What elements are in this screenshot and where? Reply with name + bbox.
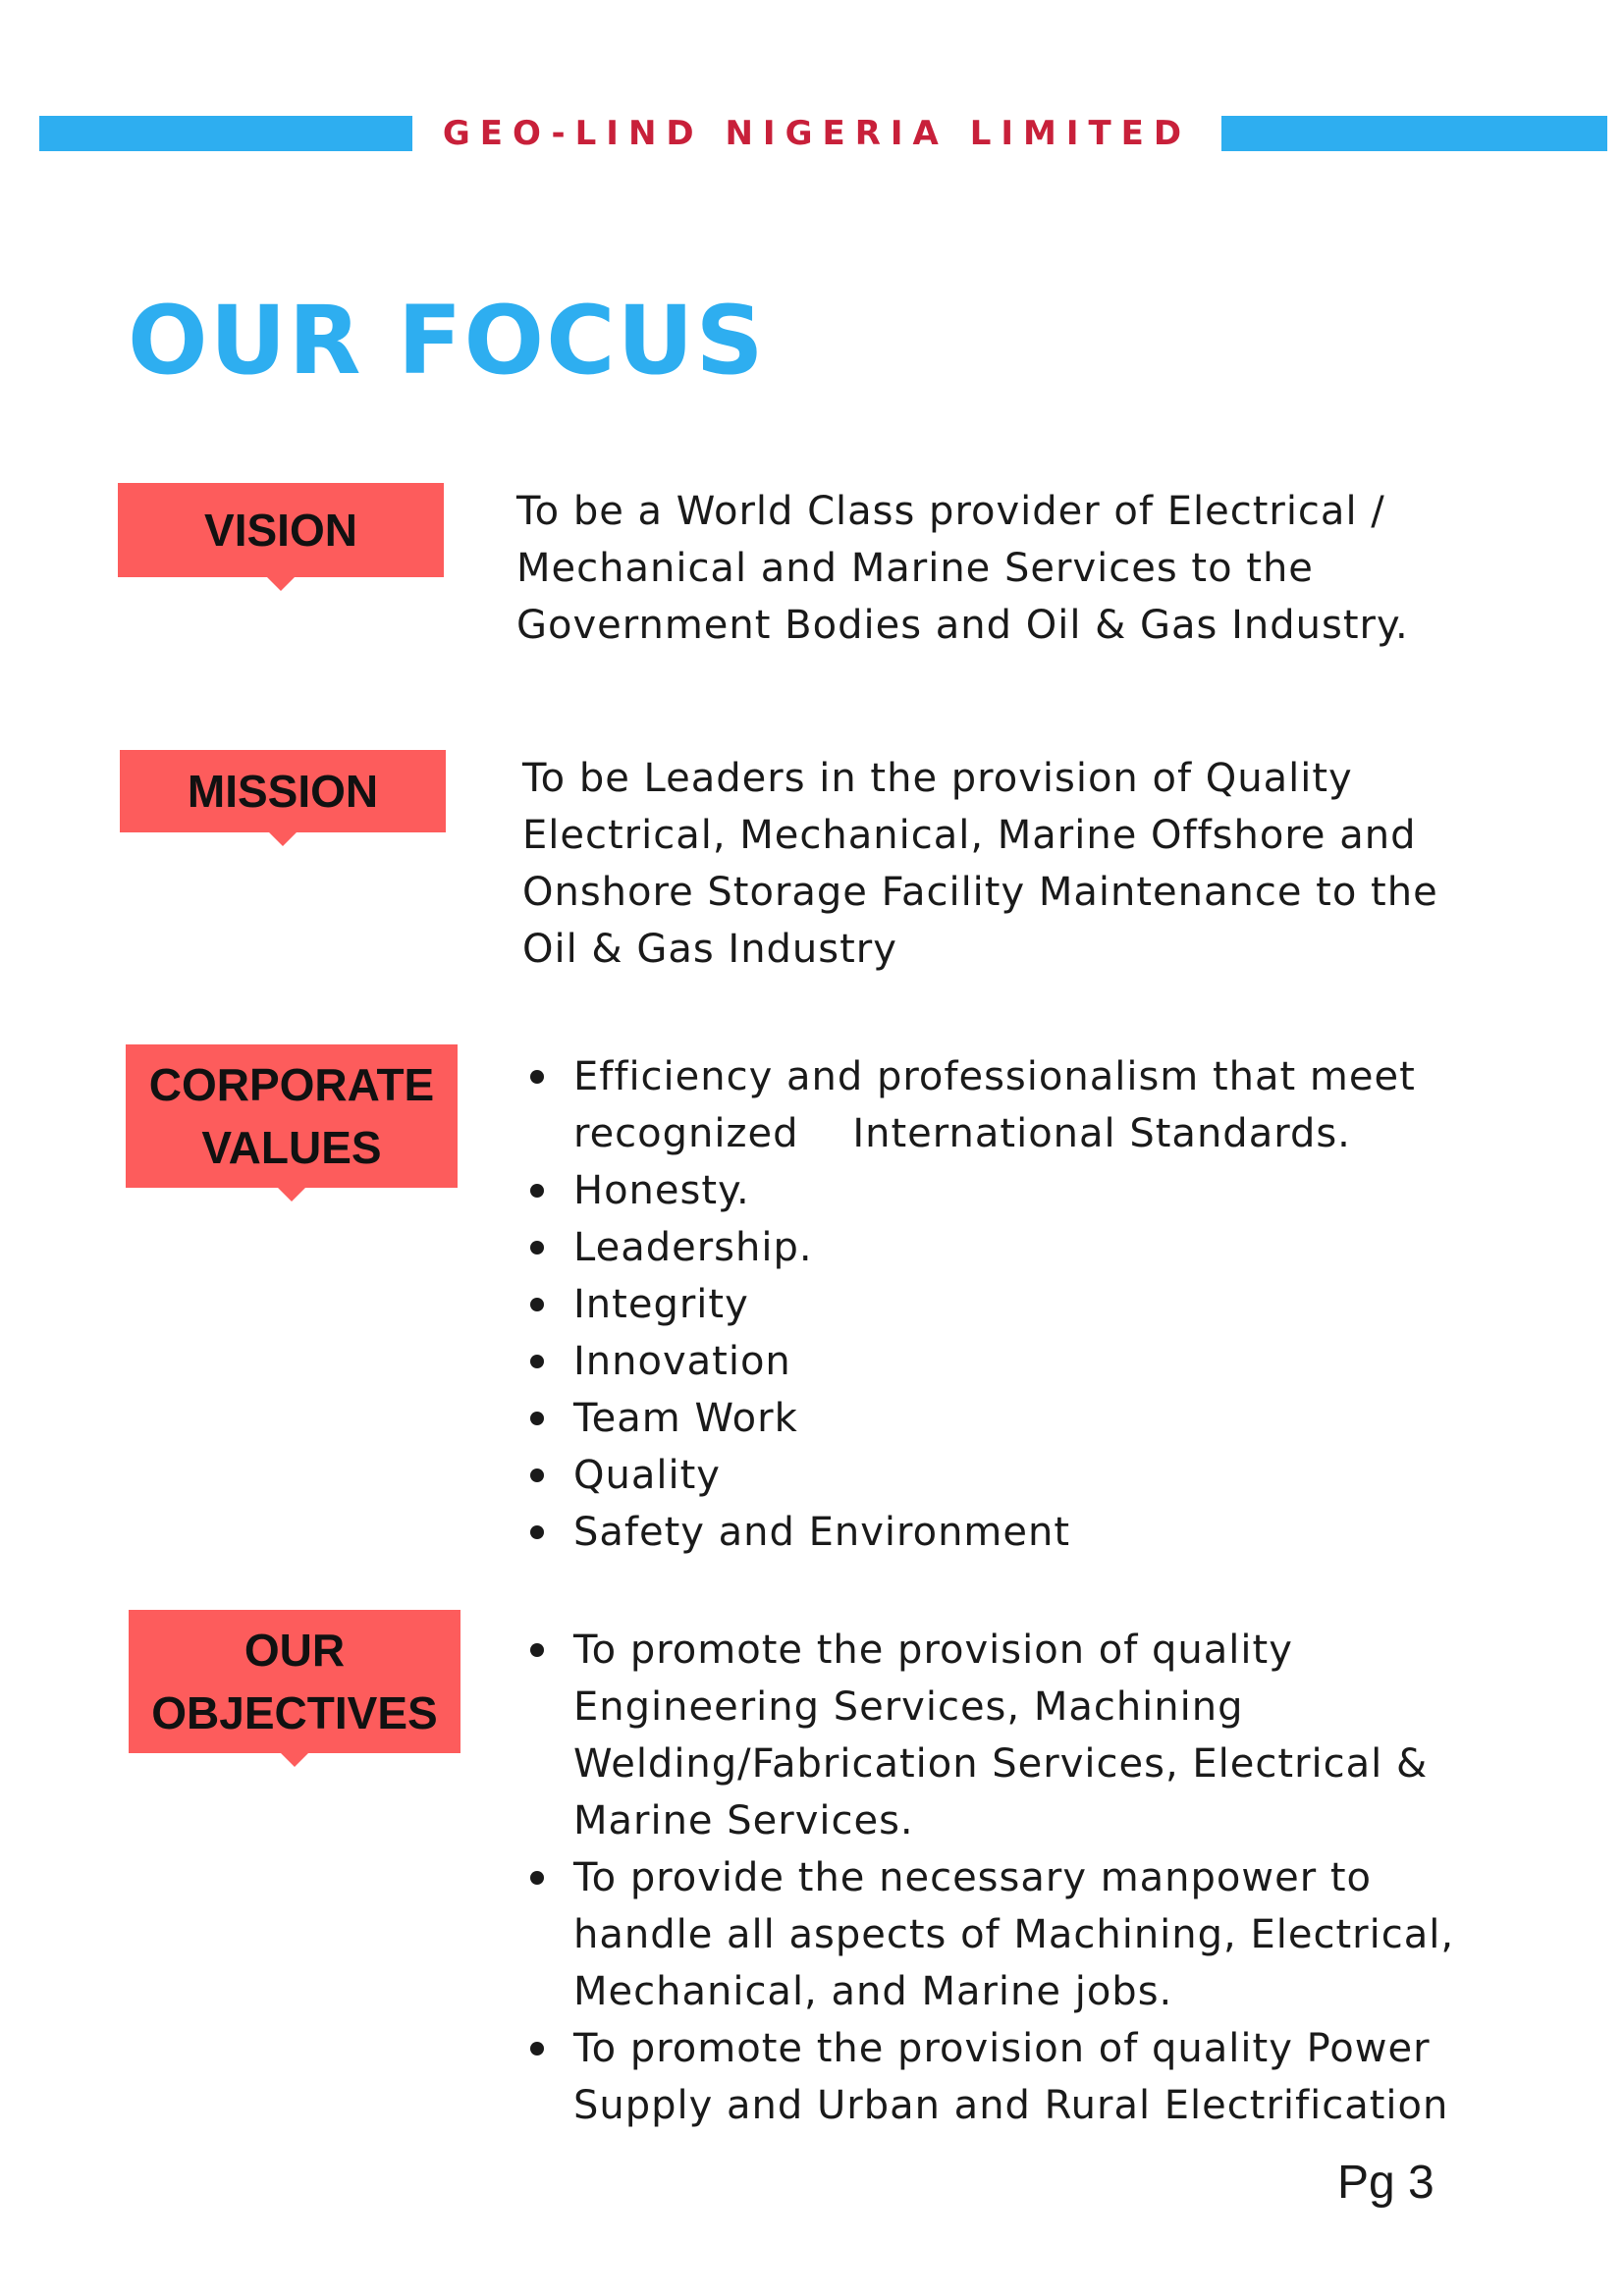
list-item-line: handle all aspects of Machining, Electrical, xyxy=(573,1912,1455,1957)
list-item xyxy=(524,2020,1585,2134)
list-item-line: To promote the provision of quality Power xyxy=(573,2026,1431,2071)
list-item-line: Engineering Services, Machining xyxy=(573,1684,1244,1730)
list-item-line: Supply and Urban and Rural Electrification xyxy=(573,2083,1449,2128)
list-item-line: Quality xyxy=(573,1453,721,1498)
page-title: OUR FOCUS xyxy=(128,286,766,396)
list-item xyxy=(524,1219,1565,1276)
list-item-line: To promote the provision of quality xyxy=(573,1628,1293,1673)
objectives-label-line: OUR xyxy=(244,1625,346,1676)
list-item-line: Safety and Environment xyxy=(573,1510,1071,1555)
corporate-values-label xyxy=(126,1044,458,1188)
mission-label-text: MISSION xyxy=(187,766,379,817)
list-item xyxy=(524,1849,1585,2020)
mission-line: Oil & Gas Industry xyxy=(522,927,897,972)
list-item xyxy=(524,1390,1565,1447)
list-item-line: Marine Services. xyxy=(573,1798,914,1843)
list-item-line: Honesty. xyxy=(573,1168,750,1213)
list-item-line: recognized International Standards. xyxy=(573,1111,1351,1156)
mission-line: Electrical, Mechanical, Marine Offshore and xyxy=(522,813,1417,858)
list-item-line: Team Work xyxy=(573,1396,798,1441)
objectives-list xyxy=(524,1622,1585,2134)
list-item xyxy=(524,1333,1565,1390)
mission-line: To be Leaders in the provision of Quality xyxy=(522,756,1353,801)
mission-label xyxy=(120,750,446,832)
list-item xyxy=(524,1504,1565,1561)
corporate-values-list xyxy=(524,1048,1565,1561)
objectives-label-line: OBJECTIVES xyxy=(151,1687,438,1738)
objectives-label xyxy=(129,1610,460,1753)
header-bar-left xyxy=(39,116,412,151)
list-item-line: Efficiency and professionalism that meet xyxy=(573,1054,1416,1099)
corporate-values-label-line: CORPORATE xyxy=(148,1059,435,1110)
vision-label-text: VISION xyxy=(204,505,357,556)
list-item-line: Innovation xyxy=(573,1339,791,1384)
list-item xyxy=(524,1276,1565,1333)
corporate-values-label-line: VALUES xyxy=(201,1122,382,1173)
list-item-line: Mechanical, and Marine jobs. xyxy=(573,1969,1173,2014)
list-item xyxy=(524,1048,1565,1162)
vision-text xyxy=(516,483,1538,654)
page-number: Pg 3 xyxy=(1337,2157,1435,2209)
list-item xyxy=(524,1622,1585,1849)
vision-line: Government Bodies and Oil & Gas Industry. xyxy=(516,603,1409,648)
vision-line: To be a World Class provider of Electrical / xyxy=(516,489,1385,534)
mission-text xyxy=(522,750,1563,978)
list-item-line: Integrity xyxy=(573,1282,749,1327)
list-item-line: To provide the necessary manpower to xyxy=(573,1855,1373,1900)
vision-label xyxy=(118,483,444,577)
list-item xyxy=(524,1447,1565,1504)
list-item xyxy=(524,1162,1565,1219)
header-bar-right xyxy=(1221,116,1607,151)
company-name: GEO-LIND NIGERIA LIMITED xyxy=(442,114,1192,153)
list-item-line: Leadership. xyxy=(573,1225,813,1270)
mission-line: Onshore Storage Facility Maintenance to the xyxy=(522,870,1438,915)
list-item-line: Welding/Fabrication Services, Electrical & xyxy=(573,1741,1429,1787)
vision-line: Mechanical and Marine Services to the xyxy=(516,546,1314,591)
